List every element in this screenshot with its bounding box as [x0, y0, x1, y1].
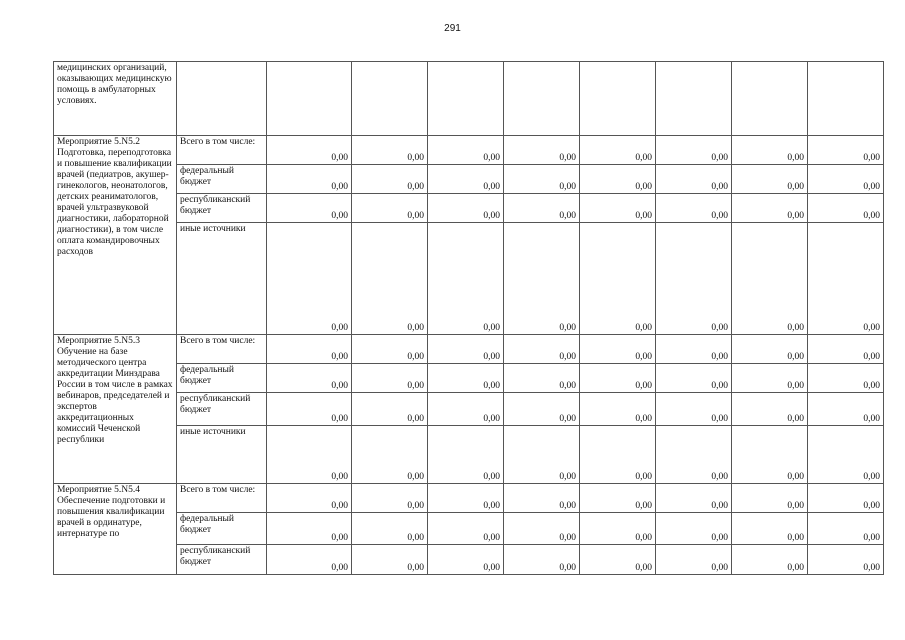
amount-cell: 0,00 [732, 513, 808, 545]
amount-cell: 0,00 [428, 364, 504, 393]
amount-cell: 0,00 [732, 364, 808, 393]
amount-cell: 0,00 [580, 393, 656, 426]
table-row [54, 223, 884, 335]
amount-cell: 0,00 [808, 335, 884, 364]
table-row [54, 194, 884, 223]
amount-cell: 0,00 [808, 484, 884, 513]
table-row [54, 165, 884, 194]
amount-cell: 0,00 [580, 426, 656, 484]
amount-cell: 0,00 [580, 136, 656, 165]
amount-cell: 0,00 [656, 513, 732, 545]
amount-cell: 0,00 [267, 426, 352, 484]
amount-cell: 0,00 [808, 426, 884, 484]
amount-cell: 0,00 [504, 136, 580, 165]
amount-cell: 0,00 [580, 545, 656, 575]
amount-cell: 0,00 [428, 484, 504, 513]
table-row [54, 426, 884, 484]
amount-cell: 0,00 [808, 194, 884, 223]
amount-cell: 0,00 [504, 545, 580, 575]
amount-cell [428, 62, 504, 136]
amount-cell [267, 62, 352, 136]
amount-cell: 0,00 [267, 335, 352, 364]
amount-cell: 0,00 [732, 426, 808, 484]
amount-cell: 0,00 [504, 335, 580, 364]
amount-cell: 0,00 [352, 393, 428, 426]
funding-source-cell: республиканский бюджет [177, 393, 267, 426]
amount-cell: 0,00 [656, 165, 732, 194]
amount-cell: 0,00 [504, 223, 580, 335]
amount-cell: 0,00 [580, 194, 656, 223]
table-row [54, 136, 884, 165]
amount-cell: 0,00 [656, 545, 732, 575]
amount-cell: 0,00 [808, 223, 884, 335]
amount-cell: 0,00 [504, 484, 580, 513]
amount-cell: 0,00 [352, 335, 428, 364]
amount-cell: 0,00 [504, 426, 580, 484]
funding-source-cell: иные источники [177, 223, 267, 335]
amount-cell: 0,00 [580, 165, 656, 194]
amount-cell: 0,00 [580, 335, 656, 364]
amount-cell: 0,00 [656, 223, 732, 335]
amount-cell: 0,00 [352, 165, 428, 194]
funding-source-cell: федеральный бюджет [177, 165, 267, 194]
amount-cell: 0,00 [352, 136, 428, 165]
amount-cell: 0,00 [428, 165, 504, 194]
amount-cell: 0,00 [732, 484, 808, 513]
amount-cell: 0,00 [267, 364, 352, 393]
amount-cell: 0,00 [267, 484, 352, 513]
event-description-cell: медицинских организаций, оказывающих медицинскую помощь в амбулаторных условиях. [54, 62, 177, 136]
amount-cell: 0,00 [428, 545, 504, 575]
amount-cell: 0,00 [504, 513, 580, 545]
funding-source-cell: республиканский бюджет [177, 194, 267, 223]
amount-cell: 0,00 [808, 513, 884, 545]
event-description-cell: Мероприятие 5.N5.4 Обеспечение подготовки и повышения квалификации врачей в ординатуре, интернатуре по [54, 484, 177, 575]
amount-cell: 0,00 [267, 545, 352, 575]
funding-source-cell [177, 62, 267, 136]
amount-cell: 0,00 [732, 165, 808, 194]
amount-cell: 0,00 [352, 513, 428, 545]
amount-cell: 0,00 [656, 136, 732, 165]
amount-cell: 0,00 [267, 136, 352, 165]
amount-cell: 0,00 [580, 223, 656, 335]
funding-source-cell: Всего в том числе: [177, 136, 267, 165]
amount-cell: 0,00 [656, 426, 732, 484]
amount-cell: 0,00 [352, 484, 428, 513]
amount-cell [352, 62, 428, 136]
budget-table [53, 61, 884, 575]
amount-cell [580, 62, 656, 136]
table-row [54, 335, 884, 364]
amount-cell: 0,00 [267, 194, 352, 223]
amount-cell [808, 62, 884, 136]
event-description-cell: Мероприятие 5.N5.2 Подготовка, переподготовка и повышение квалификации врачей (педиатров, акушер-гинекологов, неонатологов, детских реаниматологов, врачей ультразвуковой диагностики, лабораторной диагностики), в том числе оплата командировочных расходов [54, 136, 177, 335]
amount-cell: 0,00 [267, 223, 352, 335]
amount-cell: 0,00 [267, 513, 352, 545]
amount-cell: 0,00 [808, 136, 884, 165]
amount-cell: 0,00 [352, 426, 428, 484]
amount-cell: 0,00 [732, 335, 808, 364]
table-row [54, 364, 884, 393]
amount-cell [504, 62, 580, 136]
amount-cell: 0,00 [656, 335, 732, 364]
amount-cell: 0,00 [808, 364, 884, 393]
amount-cell: 0,00 [808, 393, 884, 426]
amount-cell: 0,00 [504, 364, 580, 393]
amount-cell: 0,00 [428, 513, 504, 545]
amount-cell: 0,00 [656, 364, 732, 393]
table-row [54, 393, 884, 426]
funding-source-cell: федеральный бюджет [177, 513, 267, 545]
amount-cell: 0,00 [428, 194, 504, 223]
amount-cell: 0,00 [428, 393, 504, 426]
amount-cell: 0,00 [267, 165, 352, 194]
amount-cell: 0,00 [580, 513, 656, 545]
table-row [54, 545, 884, 575]
table-body [54, 62, 884, 575]
funding-source-cell: республиканский бюджет [177, 545, 267, 575]
amount-cell: 0,00 [656, 393, 732, 426]
amount-cell: 0,00 [504, 393, 580, 426]
amount-cell: 0,00 [808, 545, 884, 575]
amount-cell: 0,00 [428, 136, 504, 165]
page-number: 291 [444, 23, 461, 34]
amount-cell: 0,00 [732, 393, 808, 426]
amount-cell: 0,00 [504, 165, 580, 194]
event-description-cell: Мероприятие 5.N5.3 Обучение на базе методического центра аккредитации Минздрава России в том числе в рамках вебинаров, председателей и экспертов аккредитационных комиссий Чеченской республики [54, 335, 177, 484]
amount-cell: 0,00 [732, 136, 808, 165]
funding-source-cell: федеральный бюджет [177, 364, 267, 393]
funding-source-cell: Всего в том числе: [177, 484, 267, 513]
amount-cell [732, 62, 808, 136]
amount-cell: 0,00 [352, 364, 428, 393]
amount-cell: 0,00 [808, 165, 884, 194]
amount-cell: 0,00 [656, 484, 732, 513]
table-row [54, 513, 884, 545]
amount-cell: 0,00 [428, 335, 504, 364]
amount-cell: 0,00 [580, 484, 656, 513]
amount-cell: 0,00 [732, 194, 808, 223]
amount-cell: 0,00 [428, 223, 504, 335]
funding-source-cell: иные источники [177, 426, 267, 484]
amount-cell: 0,00 [732, 223, 808, 335]
funding-source-cell: Всего в том числе: [177, 335, 267, 364]
amount-cell: 0,00 [732, 545, 808, 575]
table-row [54, 62, 884, 136]
amount-cell: 0,00 [504, 194, 580, 223]
amount-cell: 0,00 [580, 364, 656, 393]
amount-cell: 0,00 [267, 393, 352, 426]
amount-cell: 0,00 [656, 194, 732, 223]
amount-cell [656, 62, 732, 136]
amount-cell: 0,00 [352, 223, 428, 335]
amount-cell: 0,00 [352, 194, 428, 223]
amount-cell: 0,00 [352, 545, 428, 575]
table-row [54, 484, 884, 513]
amount-cell: 0,00 [428, 426, 504, 484]
